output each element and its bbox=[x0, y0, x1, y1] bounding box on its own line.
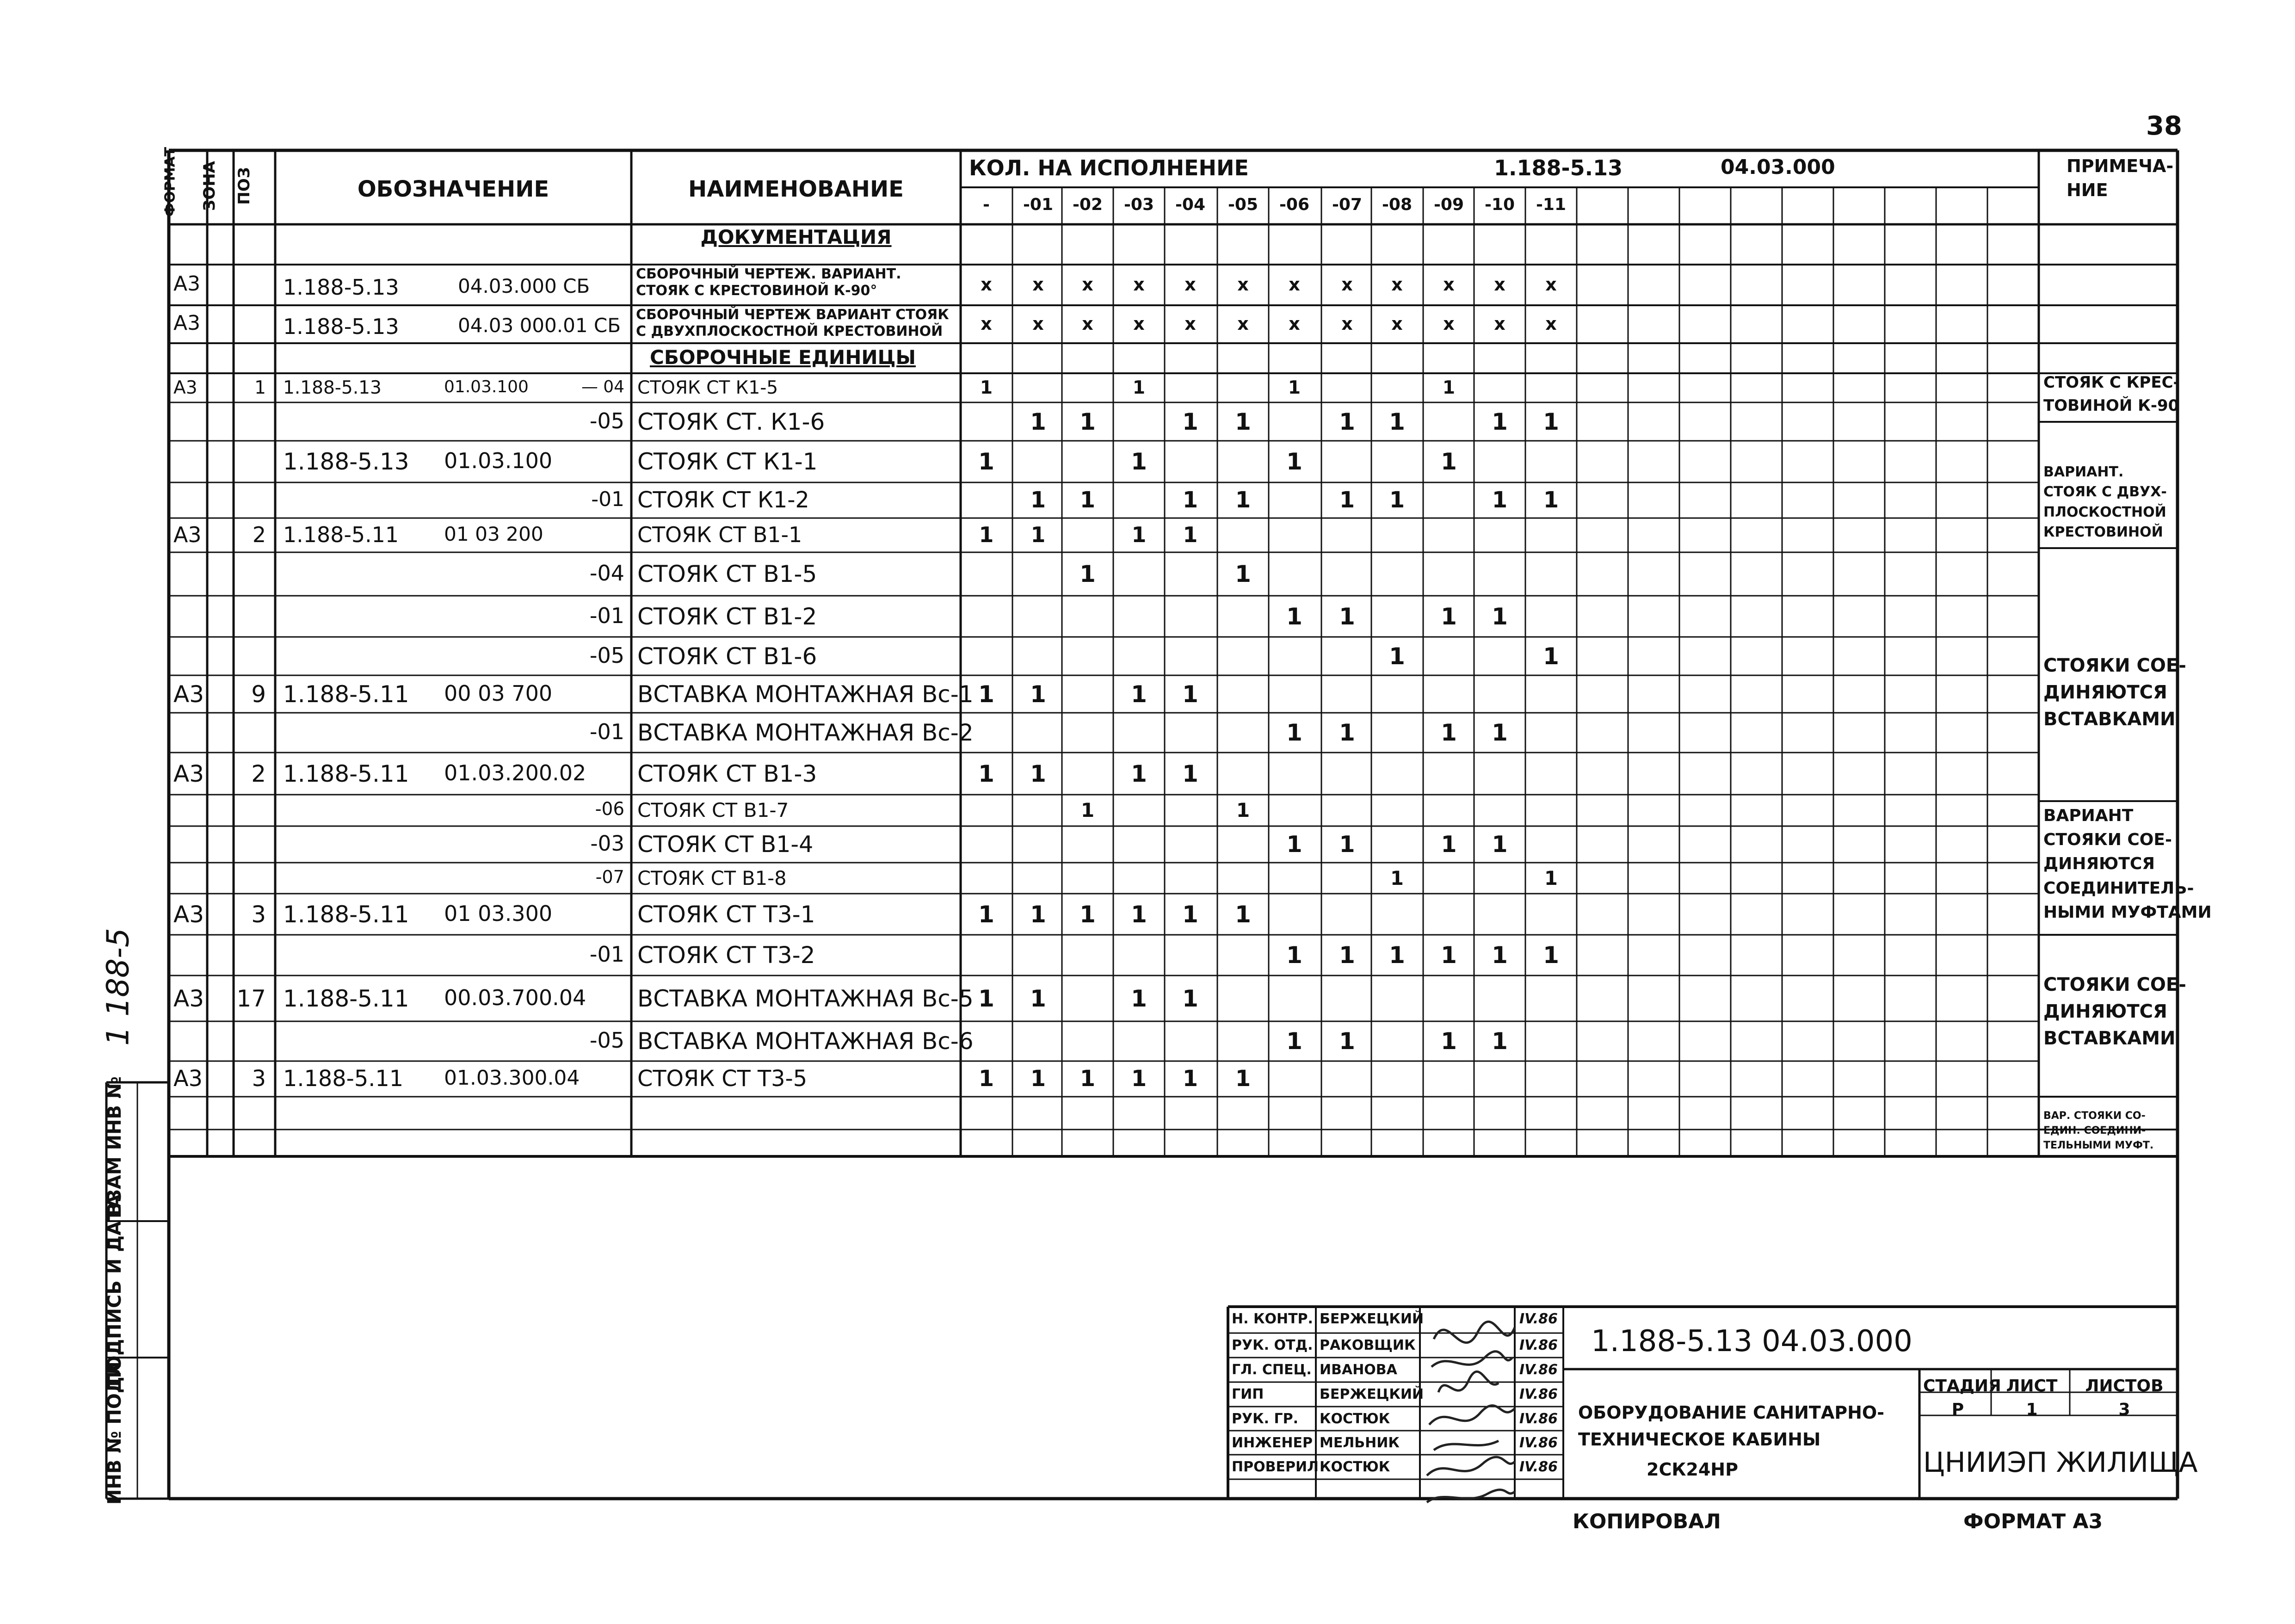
tb-name: КОСТЮК bbox=[1320, 1459, 1390, 1475]
row-code: 1.188-5.11 bbox=[283, 760, 409, 787]
strip-sign-date: ПОДПИСЬ И ДАТА bbox=[104, 1194, 125, 1387]
doc-row-mark: x bbox=[1185, 314, 1196, 334]
tb-date: IV.86 bbox=[1519, 1337, 1558, 1353]
header-name: НАИМЕНОВАНИЕ bbox=[688, 176, 904, 202]
row-format: А3 bbox=[173, 522, 202, 548]
footer-format: ФОРМАТ А3 bbox=[1963, 1510, 2103, 1533]
doc-row-mark: x bbox=[1494, 274, 1505, 295]
doc-row-mark: x bbox=[1032, 314, 1044, 334]
sheets-value: 3 bbox=[2118, 1400, 2130, 1419]
row-code: 1.188-5.13 bbox=[283, 448, 409, 475]
tb-role: Н. КОНТР. bbox=[1232, 1311, 1313, 1327]
doc-row-mark: x bbox=[1289, 274, 1300, 295]
doc-row-name-line1: СБОРОЧНЫЙ ЧЕРТЕЖ. ВАРИАНТ. bbox=[636, 266, 901, 282]
note-line: ДИНЯЮТСЯ bbox=[2043, 682, 2167, 703]
strip-inv-podl: ИНВ № ПОДЛ bbox=[104, 1361, 125, 1505]
note-line: ВСТАВКАМИ bbox=[2043, 1028, 2176, 1049]
doc-row-mark: x bbox=[1185, 274, 1196, 295]
row-name: СТОЯК СТ К1-5 bbox=[637, 377, 778, 398]
footer-copied: КОПИРОВАЛ bbox=[1573, 1510, 1721, 1533]
row-qty: 1 bbox=[1236, 798, 1250, 821]
row-format: А3 bbox=[173, 901, 204, 928]
tb-name: БЕРЖЕЦКИЙ bbox=[1320, 1311, 1424, 1327]
row-name: СТОЯК СТ В1-8 bbox=[637, 866, 787, 889]
tb-name: РАКОВЩИК bbox=[1320, 1337, 1416, 1353]
row-num: 01.03.300.04 bbox=[444, 1066, 580, 1090]
row-qty: 1 bbox=[1492, 942, 1508, 969]
row-qty: 1 bbox=[1030, 985, 1046, 1012]
row-suffix: -07 bbox=[595, 867, 624, 888]
header-note-line2: НИЕ bbox=[2067, 180, 2108, 200]
row-name: ВСТАВКА МОНТАЖНАЯ Вс-2 bbox=[637, 719, 974, 746]
doc-row-mark: x bbox=[1032, 274, 1044, 295]
row-name: СТОЯК СТ К1-2 bbox=[637, 487, 809, 513]
row-name: ВСТАВКА МОНТАЖНАЯ Вс-1 bbox=[637, 680, 974, 708]
section-documentation: ДОКУМЕНТАЦИЯ bbox=[700, 226, 892, 248]
doc-row-mark: x bbox=[1391, 274, 1403, 295]
doc-row-mark: x bbox=[1237, 314, 1249, 334]
row-qty: 1 bbox=[979, 522, 994, 548]
section-assembly-units: СБОРОЧНЫЕ ЕДИНИЦЫ bbox=[650, 346, 916, 369]
doc-row-mark: x bbox=[1545, 274, 1557, 295]
row-qty: 1 bbox=[1441, 719, 1457, 746]
row-code: 1.188-5.11 bbox=[283, 1066, 404, 1092]
sheet-value: 1 bbox=[2026, 1400, 2038, 1419]
row-suffix: -01 bbox=[591, 487, 624, 511]
row-qty: 1 bbox=[1441, 831, 1457, 858]
row-suffix: -03 bbox=[590, 831, 624, 856]
row-qty: 1 bbox=[1389, 487, 1405, 513]
doc-row-mark: x bbox=[1443, 314, 1455, 334]
note-line: ТЕЛЬНЫМИ МУФТ. bbox=[2043, 1139, 2154, 1151]
row-qty: 1 bbox=[1492, 408, 1508, 435]
tb-name: ИВАНОВА bbox=[1320, 1362, 1397, 1378]
row-qty: 1 bbox=[1080, 561, 1096, 587]
row-qty: 1 bbox=[1442, 377, 1456, 398]
row-name: СТОЯК СТ Т3-2 bbox=[637, 942, 815, 969]
row-qty: 1 bbox=[1543, 408, 1559, 435]
note-line: СТОЯКИ СОЕ- bbox=[2043, 974, 2186, 995]
note-line: ВАРИАНТ bbox=[2043, 806, 2134, 825]
row-pos: 3 bbox=[252, 1066, 266, 1092]
doc-row-format: А3 bbox=[173, 311, 201, 335]
row-qty: 1 bbox=[1080, 798, 1095, 821]
variant-header: -09 bbox=[1433, 195, 1464, 214]
doc-row-mark: x bbox=[1082, 314, 1093, 334]
tb-role: РУК. ГР. bbox=[1232, 1411, 1298, 1427]
row-qty: 1 bbox=[978, 901, 994, 928]
row-qty: 1 bbox=[1182, 408, 1198, 435]
row-qty: 1 bbox=[1543, 942, 1559, 969]
row-qty: 1 bbox=[1492, 719, 1508, 746]
row-suffix: — 04 bbox=[581, 377, 624, 396]
title-doc-code: 1.188-5.13 04.03.000 bbox=[1591, 1324, 1912, 1358]
tb-name: КОСТЮК bbox=[1320, 1411, 1390, 1427]
row-qty: 1 bbox=[1389, 642, 1405, 670]
row-qty: 1 bbox=[1492, 487, 1508, 513]
row-qty: 1 bbox=[978, 680, 994, 708]
row-qty: 1 bbox=[1339, 487, 1355, 513]
variant-header: -08 bbox=[1382, 195, 1413, 214]
sheet-number: 38 bbox=[2146, 111, 2182, 141]
row-qty: 1 bbox=[1132, 377, 1146, 398]
row-num: 01 03 200 bbox=[444, 523, 543, 546]
doc-row-mark: x bbox=[1341, 314, 1353, 334]
row-qty: 1 bbox=[1030, 680, 1046, 708]
row-qty: 1 bbox=[1030, 522, 1046, 548]
doc-row-mark: x bbox=[1082, 274, 1093, 295]
row-qty: 1 bbox=[1286, 603, 1302, 630]
note-line: ЕДИН. СОЕДИНИ- bbox=[2043, 1125, 2146, 1137]
row-qty: 1 bbox=[1235, 487, 1251, 513]
row-qty: 1 bbox=[1441, 448, 1457, 475]
doc-row-mark: x bbox=[1494, 314, 1505, 334]
row-pos: 9 bbox=[251, 680, 266, 708]
row-qty: 1 bbox=[1131, 680, 1147, 708]
note-line: ДИНЯЮТСЯ bbox=[2043, 1001, 2167, 1022]
tb-role: ИНЖЕНЕР bbox=[1232, 1435, 1313, 1451]
variant-header: -10 bbox=[1484, 195, 1515, 214]
row-qty: 1 bbox=[980, 377, 993, 398]
row-format: А3 bbox=[173, 760, 204, 787]
title-line-2: ТЕХНИЧЕСКОЕ КАБИНЫ bbox=[1578, 1429, 1821, 1450]
row-qty: 1 bbox=[1131, 1066, 1147, 1092]
row-qty: 1 bbox=[1543, 487, 1559, 513]
row-suffix: -05 bbox=[589, 408, 624, 433]
strip-vzam: ВЗАМ ИНВ № bbox=[104, 1076, 125, 1216]
row-qty: 1 bbox=[1030, 901, 1046, 928]
row-qty: 1 bbox=[1441, 942, 1457, 969]
note-line: ВАР. СТОЯКИ СО- bbox=[2043, 1110, 2146, 1122]
note-line: КРЕСТОВИНОЙ bbox=[2043, 524, 2163, 540]
row-suffix: -05 bbox=[589, 642, 624, 668]
sheets-label: ЛИСТОВ bbox=[2085, 1377, 2164, 1396]
row-qty: 1 bbox=[1131, 448, 1147, 475]
doc-row-mark: x bbox=[1341, 274, 1353, 295]
row-name: СТОЯК СТ В1-3 bbox=[637, 760, 817, 787]
variant-header: -04 bbox=[1175, 195, 1206, 214]
row-qty: 1 bbox=[1182, 680, 1198, 708]
row-qty: 1 bbox=[1389, 942, 1405, 969]
stage-value: Р bbox=[1951, 1400, 1964, 1419]
variant-header: -01 bbox=[1023, 195, 1054, 214]
row-qty: 1 bbox=[1131, 901, 1147, 928]
row-qty: 1 bbox=[1286, 719, 1302, 746]
tb-date: IV.86 bbox=[1519, 1435, 1558, 1451]
note-line: СТОЯК С ДВУХ- bbox=[2043, 484, 2167, 500]
note-line: СТОЯКИ СОЕ- bbox=[2043, 830, 2172, 850]
row-format: А3 bbox=[173, 680, 204, 708]
row-code: 1.188-5.11 bbox=[283, 522, 399, 548]
doc-row-format: А3 bbox=[173, 272, 201, 296]
row-qty: 1 bbox=[1235, 561, 1251, 587]
variant-header: -03 bbox=[1123, 195, 1154, 214]
doc-row-mark: x bbox=[981, 274, 992, 295]
row-qty: 1 bbox=[1182, 760, 1198, 787]
row-format: А3 bbox=[173, 985, 204, 1012]
header-zone: ЗОНА bbox=[200, 161, 219, 211]
variant-header: -06 bbox=[1279, 195, 1310, 214]
row-qty: 1 bbox=[1235, 1066, 1251, 1092]
variant-header: -11 bbox=[1536, 195, 1567, 214]
row-qty: 1 bbox=[1492, 603, 1508, 630]
row-qty: 1 bbox=[1080, 901, 1096, 928]
row-qty: 1 bbox=[1492, 1028, 1508, 1055]
header-doc-code: 1.188-5.13 bbox=[1494, 155, 1623, 180]
note-line: СТОЯК С КРЕС- bbox=[2043, 373, 2180, 392]
doc-row-name-line2: СТОЯК С КРЕСТОВИНОЙ К-90° bbox=[636, 283, 877, 299]
row-qty: 1 bbox=[1182, 985, 1198, 1012]
row-qty: 1 bbox=[1286, 448, 1302, 475]
tb-name: МЕЛЬНИК bbox=[1320, 1435, 1400, 1451]
row-qty: 1 bbox=[1339, 831, 1355, 858]
doc-row-num: 04.03 000.01 СБ bbox=[458, 314, 621, 337]
title-line-3: 2СК24НР bbox=[1647, 1459, 1738, 1480]
row-suffix: -01 bbox=[589, 603, 624, 628]
side-mark: 1 188-5 bbox=[100, 928, 136, 1046]
tb-date: IV.86 bbox=[1519, 1459, 1558, 1475]
row-name: СТОЯК СТ Т3-1 bbox=[637, 901, 815, 928]
row-qty: 1 bbox=[1441, 1028, 1457, 1055]
row-qty: 1 bbox=[1339, 408, 1355, 435]
row-qty: 1 bbox=[978, 448, 994, 475]
variant-header: -07 bbox=[1332, 195, 1363, 214]
title-line-1: ОБОРУДОВАНИЕ САНИТАРНО- bbox=[1578, 1402, 1884, 1423]
row-qty: 1 bbox=[1080, 1066, 1096, 1092]
note-line: НЫМИ МУФТАМИ bbox=[2043, 902, 2212, 922]
row-suffix: -01 bbox=[589, 719, 624, 744]
tb-role: ПРОВЕРИЛ bbox=[1232, 1459, 1319, 1475]
row-name: СТОЯК СТ В1-4 bbox=[637, 831, 814, 858]
row-pos: 17 bbox=[236, 985, 266, 1012]
row-code: 1.188-5.13 bbox=[283, 377, 382, 398]
row-qty: 1 bbox=[1131, 985, 1147, 1012]
tb-date: IV.86 bbox=[1519, 1386, 1558, 1402]
doc-row-name-line1: СБОРОЧНЫЙ ЧЕРТЕЖ ВАРИАНТ СТОЯК bbox=[636, 307, 949, 323]
tb-date: IV.86 bbox=[1519, 1411, 1558, 1427]
header-pos: ПОЗ bbox=[235, 167, 253, 205]
variant-header: - bbox=[983, 195, 990, 214]
row-qty: 1 bbox=[1286, 942, 1302, 969]
row-qty: 1 bbox=[1182, 1066, 1198, 1092]
row-qty: 1 bbox=[1339, 1028, 1355, 1055]
header-format: ФОРМАТ bbox=[162, 147, 179, 217]
row-qty: 1 bbox=[1286, 1028, 1302, 1055]
row-pos: 1 bbox=[254, 377, 266, 398]
row-qty: 1 bbox=[1339, 719, 1355, 746]
row-qty: 1 bbox=[978, 985, 994, 1012]
header-doc-num: 04.03.000 bbox=[1721, 155, 1835, 179]
variant-header: -05 bbox=[1228, 195, 1259, 214]
row-qty: 1 bbox=[1389, 408, 1405, 435]
row-qty: 1 bbox=[978, 760, 994, 787]
row-qty: 1 bbox=[1030, 408, 1046, 435]
doc-row-num: 04.03.000 СБ bbox=[458, 275, 590, 297]
row-name: СТОЯК СТ В1-1 bbox=[637, 522, 802, 548]
row-qty: 1 bbox=[1441, 603, 1457, 630]
row-format: А3 bbox=[173, 377, 197, 398]
row-qty: 1 bbox=[1030, 760, 1046, 787]
row-num: 01.03.200.02 bbox=[444, 760, 586, 785]
note-line: ДИНЯЮТСЯ bbox=[2043, 854, 2155, 874]
row-name: ВСТАВКА МОНТАЖНАЯ Вс-5 bbox=[637, 985, 974, 1012]
row-code: 1.188-5.11 bbox=[283, 680, 409, 708]
doc-row-mark: x bbox=[981, 314, 992, 334]
tb-date: IV.86 bbox=[1519, 1311, 1558, 1327]
tb-date: IV.86 bbox=[1519, 1362, 1558, 1378]
row-qty: 1 bbox=[1543, 642, 1559, 670]
row-code: 1.188-5.11 bbox=[283, 985, 409, 1012]
row-qty: 1 bbox=[978, 1066, 994, 1092]
row-qty: 1 bbox=[1030, 487, 1046, 513]
row-suffix: -06 bbox=[595, 798, 624, 820]
row-suffix: -01 bbox=[589, 942, 624, 967]
header-note-line1: ПРИМЕЧА- bbox=[2067, 156, 2174, 176]
header-qty: КОЛ. НА ИСПОЛНЕНИЕ bbox=[969, 155, 1249, 180]
doc-row-mark: x bbox=[1133, 274, 1145, 295]
row-code: 1.188-5.11 bbox=[283, 901, 409, 928]
row-name: СТОЯК СТ В1-5 bbox=[637, 561, 817, 587]
doc-row-mark: x bbox=[1133, 314, 1145, 334]
sheet-label: ЛИСТ bbox=[2006, 1377, 2058, 1396]
row-name: СТОЯК СТ. К1-6 bbox=[637, 408, 825, 435]
tb-role: ГЛ. СПЕЦ. bbox=[1232, 1362, 1312, 1378]
row-suffix: -05 bbox=[589, 1028, 624, 1053]
doc-row-name-line2: С ДВУХПЛОСКОСТНОЙ КРЕСТОВИНОЙ bbox=[636, 323, 943, 340]
row-num: 00.03.700.04 bbox=[444, 985, 586, 1010]
row-format: А3 bbox=[173, 1066, 203, 1092]
note-line: СТОЯКИ СОЕ- bbox=[2043, 655, 2186, 676]
doc-row-mark: x bbox=[1289, 314, 1300, 334]
row-qty: 1 bbox=[1286, 831, 1302, 858]
note-line: ВАРИАНТ. bbox=[2043, 463, 2124, 480]
tb-role: РУК. ОТД. bbox=[1232, 1337, 1313, 1353]
row-qty: 1 bbox=[1131, 522, 1147, 548]
row-qty: 1 bbox=[1390, 866, 1404, 889]
row-name: СТОЯК СТ Т3-5 bbox=[637, 1066, 808, 1092]
row-qty: 1 bbox=[1339, 603, 1355, 630]
note-line: ВСТАВКАМИ bbox=[2043, 709, 2176, 730]
row-qty: 1 bbox=[1492, 831, 1508, 858]
stage-label: СТАДИЯ bbox=[1923, 1377, 2001, 1396]
row-qty: 1 bbox=[1080, 408, 1096, 435]
row-num: 01 03.300 bbox=[444, 901, 553, 926]
row-qty: 1 bbox=[1182, 901, 1198, 928]
row-qty: 1 bbox=[1544, 866, 1558, 889]
row-pos: 2 bbox=[252, 522, 266, 548]
row-qty: 1 bbox=[1030, 1066, 1046, 1092]
row-qty: 1 bbox=[1235, 408, 1251, 435]
row-num: 00 03 700 bbox=[444, 680, 553, 706]
row-qty: 1 bbox=[1182, 487, 1198, 513]
row-qty: 1 bbox=[1183, 522, 1198, 548]
header-designation: ОБОЗНАЧЕНИЕ bbox=[357, 176, 549, 202]
doc-row-code: 1.188-5.13 bbox=[283, 275, 399, 300]
row-qty: 1 bbox=[1288, 377, 1301, 398]
row-pos: 3 bbox=[251, 901, 266, 928]
row-name: СТОЯК СТ К1-1 bbox=[637, 448, 818, 475]
doc-row-mark: x bbox=[1391, 314, 1403, 334]
row-name: ВСТАВКА МОНТАЖНАЯ Вс-6 bbox=[637, 1028, 974, 1055]
row-num: 01.03.100 bbox=[444, 448, 553, 473]
doc-row-code: 1.188-5.13 bbox=[283, 314, 399, 339]
doc-row-mark: x bbox=[1237, 274, 1249, 295]
tb-name: БЕРЖЕЦКИЙ bbox=[1320, 1386, 1424, 1402]
row-suffix: -04 bbox=[589, 561, 624, 586]
doc-row-mark: x bbox=[1545, 314, 1557, 334]
row-qty: 1 bbox=[1080, 487, 1096, 513]
variant-header: -02 bbox=[1072, 195, 1103, 214]
row-pos: 2 bbox=[251, 760, 266, 787]
doc-row-mark: x bbox=[1443, 274, 1455, 295]
organization: ЦНИИЭП ЖИЛИЩА bbox=[1923, 1446, 2198, 1479]
row-num: 01.03.100 bbox=[444, 377, 529, 396]
tb-role: ГИП bbox=[1232, 1386, 1264, 1402]
row-qty: 1 bbox=[1235, 901, 1251, 928]
row-qty: 1 bbox=[1131, 760, 1147, 787]
row-name: СТОЯК СТ В1-6 bbox=[637, 642, 817, 670]
note-line: ПЛОСКОСТНОЙ bbox=[2043, 504, 2166, 520]
row-name: СТОЯК СТ В1-7 bbox=[637, 798, 789, 821]
note-line: ТОВИНОЙ К-90 bbox=[2043, 396, 2179, 415]
row-name: СТОЯК СТ В1-2 bbox=[637, 603, 817, 630]
row-qty: 1 bbox=[1339, 942, 1355, 969]
note-line: СОЕДИНИТЕЛЬ- bbox=[2043, 878, 2194, 898]
